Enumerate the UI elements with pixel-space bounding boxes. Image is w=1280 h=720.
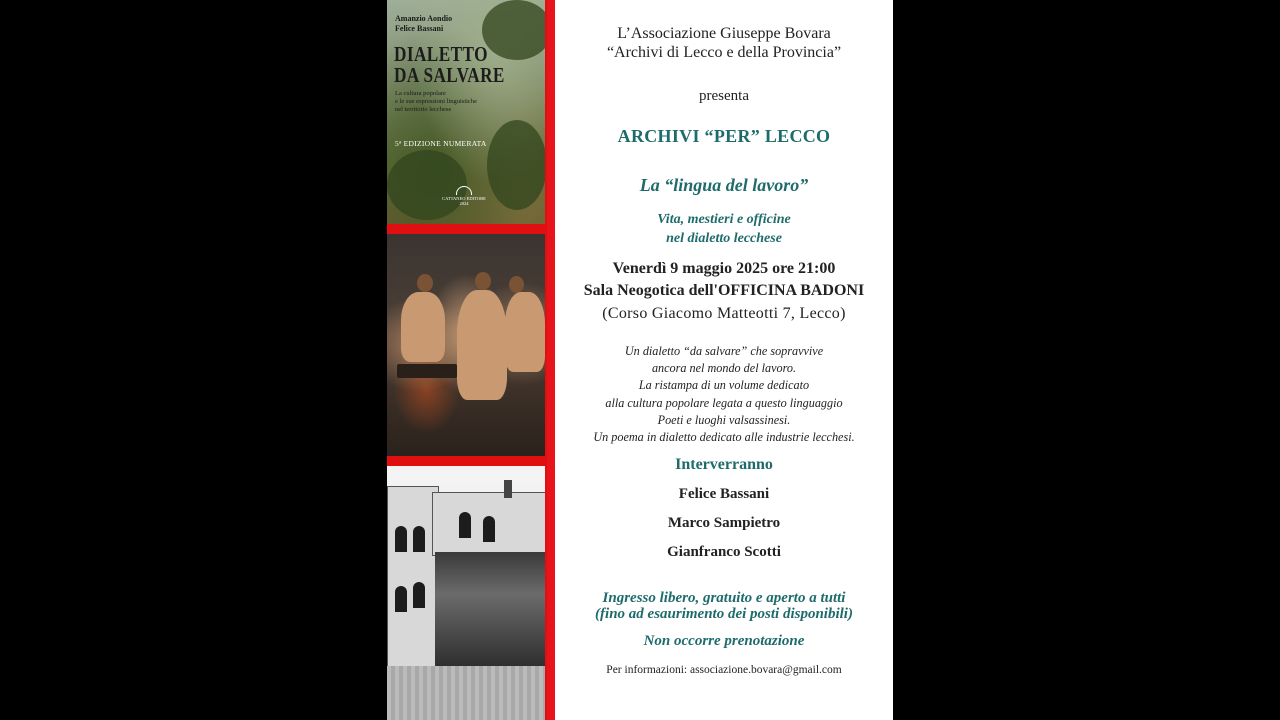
book-subtitle-line: La cultura popolare xyxy=(395,90,446,97)
tree-foliage xyxy=(387,150,467,220)
cobblestone-road xyxy=(387,666,545,720)
presents-label: presenta xyxy=(699,88,749,104)
book-publisher xyxy=(439,196,489,206)
gothic-window xyxy=(395,586,407,612)
speaker-name: Felice Bassani xyxy=(678,486,770,502)
gothic-window xyxy=(395,526,407,552)
figure-body xyxy=(505,292,545,372)
red-divider xyxy=(547,0,555,720)
book-subtitle-line: nel territorio lecchese xyxy=(395,106,452,113)
description-line: La ristampa di un volume dedicato xyxy=(638,378,810,393)
figure-body xyxy=(401,292,445,362)
event-title: La “lingua del lavoro” xyxy=(639,175,809,195)
speakers-heading: Interverranno xyxy=(675,456,773,473)
event-poster xyxy=(387,0,893,720)
description-line: ancora nel mondo del lavoro. xyxy=(651,361,797,376)
entry-notice-line: (fino ad esaurimento dei posti disponibili) xyxy=(595,606,853,622)
event-subtitle-line: Vita, mestieri e officine xyxy=(657,212,791,227)
publisher-name: CATTANEO EDITORE xyxy=(442,196,486,201)
gothic-window xyxy=(483,516,495,542)
event-description xyxy=(555,343,893,446)
speaker-name: Marco Sampietro xyxy=(667,515,781,531)
entry-notice-line: Ingresso libero, gratuito e aperto a tutti xyxy=(602,590,846,606)
gothic-window xyxy=(459,512,471,538)
anvil xyxy=(397,364,457,378)
book-subtitle xyxy=(395,90,510,114)
description-line: alla cultura popolare legata a questo linguaggio xyxy=(605,395,843,410)
event-info-column xyxy=(555,0,893,720)
organizer-subtitle: “Archivi di Lecco e della Provincia” xyxy=(606,44,842,61)
figure-head xyxy=(509,276,524,293)
figure-head xyxy=(475,272,491,290)
series-title: ARCHIVI “PER” LECCO xyxy=(617,126,831,146)
book-author: Amanzio Aondio xyxy=(395,14,453,23)
book-title-line: DA SALVARE xyxy=(394,63,505,87)
image-column xyxy=(387,0,555,720)
organizer-name: L’Associazione Giuseppe Bovara xyxy=(617,25,831,42)
event-date-time: Venerdì 9 maggio 2025 ore 21:00 xyxy=(612,260,836,277)
no-booking-notice: Non occorre prenotazione xyxy=(643,633,805,649)
factory-photo-image xyxy=(387,466,545,720)
forge-painting-image xyxy=(387,234,545,456)
figure-head xyxy=(417,274,433,292)
entry-notice xyxy=(555,590,893,622)
factory-shed xyxy=(435,552,545,672)
publisher-logo-icon xyxy=(456,186,472,195)
chimney xyxy=(504,480,512,498)
book-author: Felice Bassani xyxy=(395,24,444,33)
book-title xyxy=(394,44,505,86)
event-subtitle-line: nel dialetto lecchese xyxy=(666,231,782,246)
figure-body xyxy=(457,290,507,400)
book-subtitle-line: e le sue espressioni linguistiche xyxy=(395,98,477,105)
description-line: Un poema in dialetto dedicato alle industrie lecchesi. xyxy=(593,430,855,445)
gothic-window xyxy=(413,582,425,608)
book-edition: 5ª EDIZIONE NUMERATA xyxy=(395,139,487,148)
gothic-window xyxy=(413,526,425,552)
event-address: (Corso Giacomo Matteotti 7, Lecco) xyxy=(602,305,846,322)
speaker-name: Gianfranco Scotti xyxy=(667,544,781,560)
contact-info: Per informazioni: associazione.bovara@gmail.com xyxy=(606,664,842,676)
book-cover-image xyxy=(387,0,545,224)
book-authors xyxy=(395,14,452,34)
publisher-year: 2024 xyxy=(459,201,469,206)
description-line: Un dialetto “da salvare” che sopravvive xyxy=(624,344,824,358)
event-subtitle xyxy=(555,210,893,248)
event-venue: Sala Neogotica dell'OFFICINA BADONI xyxy=(583,282,865,299)
book-title-line: DIALETTO xyxy=(394,42,488,66)
description-line: Poeti e luoghi valsassinesi. xyxy=(657,412,791,427)
tree-foliage xyxy=(487,120,545,210)
